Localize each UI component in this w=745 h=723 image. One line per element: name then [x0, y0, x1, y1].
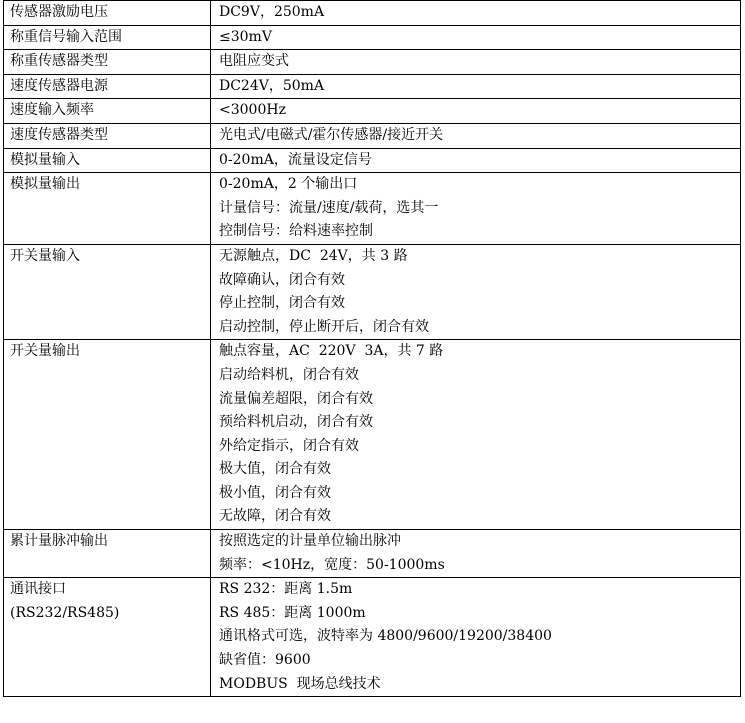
label-line: 开关量输出 — [10, 343, 80, 360]
value-line: 光电式/电磁式/霍尔传感器/接近开关 — [219, 126, 444, 143]
label-line: (RS232/RS485) — [10, 604, 120, 621]
value-line: 0-20mA，流量设定信号 — [219, 151, 372, 168]
label-line: 传感器激励电压 — [10, 4, 108, 20]
row-value — [211, 74, 741, 99]
row-label — [4, 148, 211, 173]
row-value — [211, 123, 741, 148]
value-line: RS 485：距离 1000m — [219, 604, 366, 621]
value-line: 极小值，闭合有效 — [219, 484, 331, 501]
label-line: 速度传感器类型 — [10, 126, 108, 143]
row-label — [4, 74, 211, 99]
spec-table-body — [4, 1, 741, 697]
value-line: <3000Hz — [219, 102, 286, 119]
table-row — [4, 50, 741, 75]
value-line: DC9V，250mA — [219, 4, 325, 20]
spec-table — [3, 0, 741, 697]
table-row — [4, 148, 741, 173]
table-row — [4, 173, 741, 245]
table-row — [4, 99, 741, 124]
label-line: 通讯接口 — [10, 581, 66, 598]
value-line: 启动给料机，闭合有效 — [219, 366, 359, 383]
value-line: RS 232：距离 1.5m — [219, 581, 353, 598]
row-label — [4, 244, 211, 339]
value-line: 缺省值：9600 — [219, 652, 311, 669]
row-value — [211, 530, 741, 578]
table-row — [4, 123, 741, 148]
label-line: 累计量脉冲输出 — [10, 533, 108, 550]
label-line: 称重传感器类型 — [10, 53, 108, 70]
label-line: 模拟量输入 — [10, 151, 80, 168]
row-label — [4, 25, 211, 50]
row-value — [211, 173, 741, 245]
row-value — [211, 244, 741, 339]
value-line: 极大值，闭合有效 — [219, 461, 331, 478]
value-line: 按照选定的计量单位输出脉冲 — [219, 533, 401, 550]
value-line: 0-20mA，2 个输出口 — [219, 176, 358, 193]
table-row — [4, 1, 741, 26]
label-line: 速度输入频率 — [10, 102, 94, 119]
row-value — [211, 99, 741, 124]
row-value — [211, 25, 741, 50]
row-value — [211, 1, 741, 26]
value-line: 流量偏差超限，闭合有效 — [219, 390, 373, 407]
value-line: 预给料机启动，闭合有效 — [219, 414, 373, 431]
value-line: 通讯格式可选，波特率为 4800/9600/19200/38400 — [219, 628, 552, 645]
row-label — [4, 1, 211, 26]
value-line: ≤30mV — [219, 28, 272, 45]
label-line: 称重信号输入范围 — [10, 28, 122, 45]
label-line: 速度传感器电源 — [10, 77, 108, 94]
value-line: 无故障，闭合有效 — [219, 508, 331, 525]
value-line: 外给定指示，闭合有效 — [219, 437, 359, 454]
label-line: 开关量输入 — [10, 247, 80, 264]
table-row — [4, 244, 741, 339]
row-value — [211, 50, 741, 75]
value-line: 频率：<10Hz，宽度：50-1000ms — [219, 556, 445, 573]
row-label — [4, 50, 211, 75]
value-line: 无源触点，DC 24V，共 3 路 — [219, 247, 408, 264]
row-label — [4, 340, 211, 530]
row-label — [4, 99, 211, 124]
value-line: DC24V，50mA — [219, 77, 325, 94]
label-line: 模拟量输出 — [10, 176, 80, 193]
row-label — [4, 578, 211, 697]
value-line: 启动控制，停止断开后，闭合有效 — [219, 318, 429, 335]
table-row — [4, 578, 741, 697]
table-row — [4, 340, 741, 530]
value-line: MODBUS 现场总线技术 — [219, 675, 381, 692]
row-value — [211, 148, 741, 173]
value-line: 触点容量，AC 220V 3A，共 7 路 — [219, 343, 444, 360]
value-line: 停止控制，闭合有效 — [219, 295, 345, 312]
value-line: 计量信号：流量/速度/载荷，选其一 — [219, 199, 439, 216]
value-line: 故障确认，闭合有效 — [219, 271, 345, 288]
table-row — [4, 74, 741, 99]
table-row — [4, 530, 741, 578]
row-value — [211, 578, 741, 697]
table-row — [4, 25, 741, 50]
value-line: 电阻应变式 — [219, 53, 289, 70]
row-label — [4, 123, 211, 148]
value-line: 控制信号：给料速率控制 — [219, 223, 373, 240]
row-value — [211, 340, 741, 530]
row-label — [4, 173, 211, 245]
row-label — [4, 530, 211, 578]
